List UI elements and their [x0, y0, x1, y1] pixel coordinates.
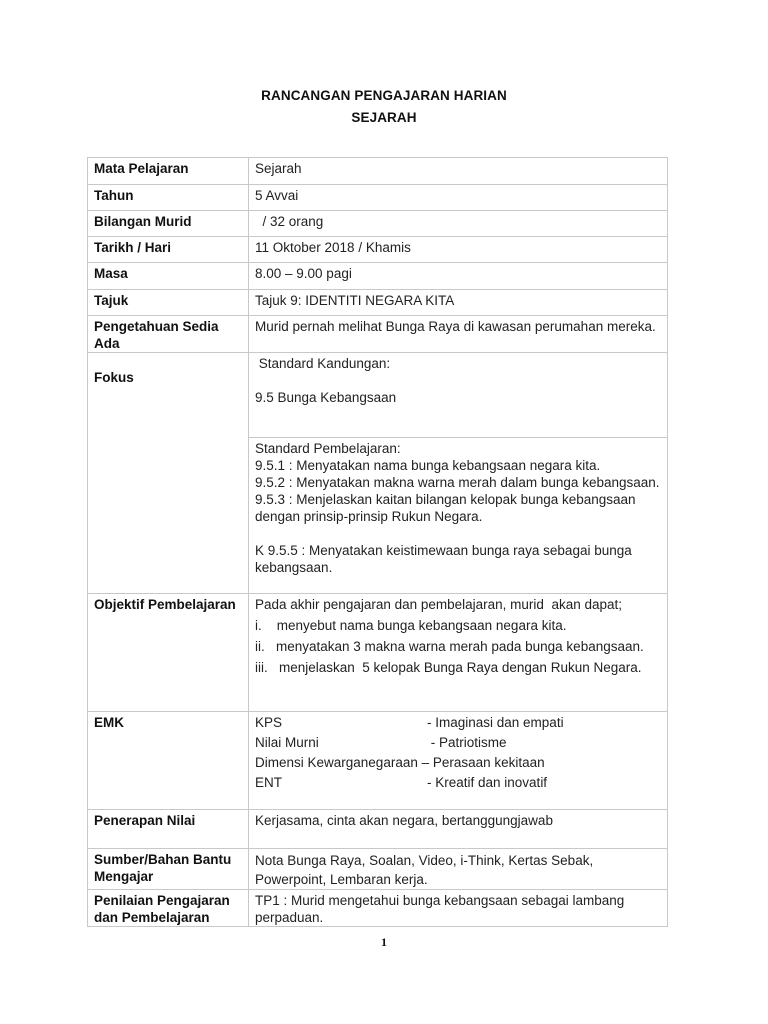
table-row [88, 810, 668, 849]
emk-cell [249, 712, 668, 810]
row-label: EMK [88, 712, 249, 810]
table-row [88, 211, 668, 237]
emk-item: Nilai Murni [255, 735, 319, 750]
document-subtitle: SEJARAH [351, 110, 417, 125]
standard-pembelajaran-heading: Standard Pembelajaran: [255, 441, 401, 456]
table-row [88, 712, 668, 810]
emk-detail: - Kreatif dan inovatif [427, 775, 548, 790]
lesson-plan-table [87, 157, 668, 927]
row-label: Sumber/Bahan Bantu Mengajar [88, 849, 249, 890]
table-row [88, 316, 668, 353]
row-label: Tahun [88, 185, 249, 211]
emk-line [255, 714, 661, 734]
row-value: Kerjasama, cinta akan negara, bertanggungjawab [249, 810, 668, 849]
row-label: Bilangan Murid [88, 211, 249, 237]
document-title: RANCANGAN PENGAJARAN HARIAN [261, 88, 507, 103]
objektif-item: iii. menjelaskan 5 kelopak Bunga Raya dengan Rukun Negara. [255, 660, 642, 675]
table-row [88, 263, 668, 290]
emk-detail: - Imaginasi dan empati [427, 715, 564, 730]
objektif-intro: Pada akhir pengajaran dan pembelajaran, murid akan dapat; [255, 597, 622, 612]
table-row [88, 237, 668, 263]
row-value: TP1 : Murid mengetahui bunga kebangsaan sebagai lambang perpaduan. [249, 890, 668, 927]
standard-kandungan-heading: Standard Kandungan: [255, 356, 391, 371]
objektif-item: i. menyebut nama bunga kebangsaan negara kita. [255, 618, 567, 633]
standard-pembelajaran-cell [249, 438, 668, 594]
row-value: Sejarah [249, 158, 668, 185]
emk-line [255, 774, 661, 794]
row-label: Fokus [88, 353, 249, 594]
objektif-item: ii. menyatakan 3 makna warna merah pada bunga kebangsaan. [255, 639, 644, 654]
table-row [88, 158, 668, 185]
row-label: Objektif Pembelajaran [88, 594, 249, 712]
row-value: Tajuk 9: IDENTITI NEGARA KITA [249, 290, 668, 316]
table-row [88, 890, 668, 927]
row-value: 8.00 – 9.00 pagi [249, 263, 668, 290]
emk-item: ENT [255, 775, 282, 790]
standard-kandungan-item: 9.5 Bunga Kebangsaan [255, 390, 397, 405]
row-label: Penerapan Nilai [88, 810, 249, 849]
emk-detail: - Patriotisme [427, 735, 507, 750]
row-value: / 32 orang [249, 211, 668, 237]
row-value: 5 Avvai [249, 185, 668, 211]
row-label: Pengetahuan Sedia Ada [88, 316, 249, 353]
row-value: Murid pernah melihat Bunga Raya di kawasan perumahan mereka. [249, 316, 668, 353]
table-row [88, 594, 668, 712]
standard-item: K 9.5.5 : Menyatakan keistimewaan bunga raya sebagai bunga kebangsaan. [255, 543, 632, 575]
standard-item: 9.5.3 : Menjelaskan kaitan bilangan kelopak bunga kebangsaan dengan prinsip-prinsip Rukun Negara. [255, 492, 636, 524]
table-row [88, 185, 668, 211]
standard-item: 9.5.1 : Menyatakan nama bunga kebangsaan negara kita. [255, 458, 601, 473]
row-label: Tajuk [88, 290, 249, 316]
emk-line [255, 734, 661, 754]
table-row [88, 290, 668, 316]
row-label: Mata Pelajaran [88, 158, 249, 185]
objektif-cell [249, 594, 668, 712]
row-label: Penilaian Pengajaran dan Pembelajaran [88, 890, 249, 927]
emk-item: KPS [255, 715, 283, 730]
standard-item: 9.5.2 : Menyatakan makna warna merah dalam bunga kebangsaan. [255, 475, 660, 490]
table-row [88, 353, 668, 438]
row-value: 11 Oktober 2018 / Khamis [249, 237, 668, 263]
emk-item: Dimensi Kewarganegaraan – Perasaan kekitaan [255, 755, 545, 770]
spacer [255, 372, 661, 389]
emk-line [255, 754, 661, 774]
row-label: Tarikh / Hari [88, 237, 249, 263]
row-value: Nota Bunga Raya, Soalan, Video, i-Think, Kertas Sebak, Powerpoint, Lembaran kerja. [249, 849, 668, 890]
page-number: 1 [381, 935, 387, 949]
row-label: Masa [88, 263, 249, 290]
table-row [88, 849, 668, 890]
standard-kandungan-cell [249, 353, 668, 438]
spacer [255, 525, 661, 542]
